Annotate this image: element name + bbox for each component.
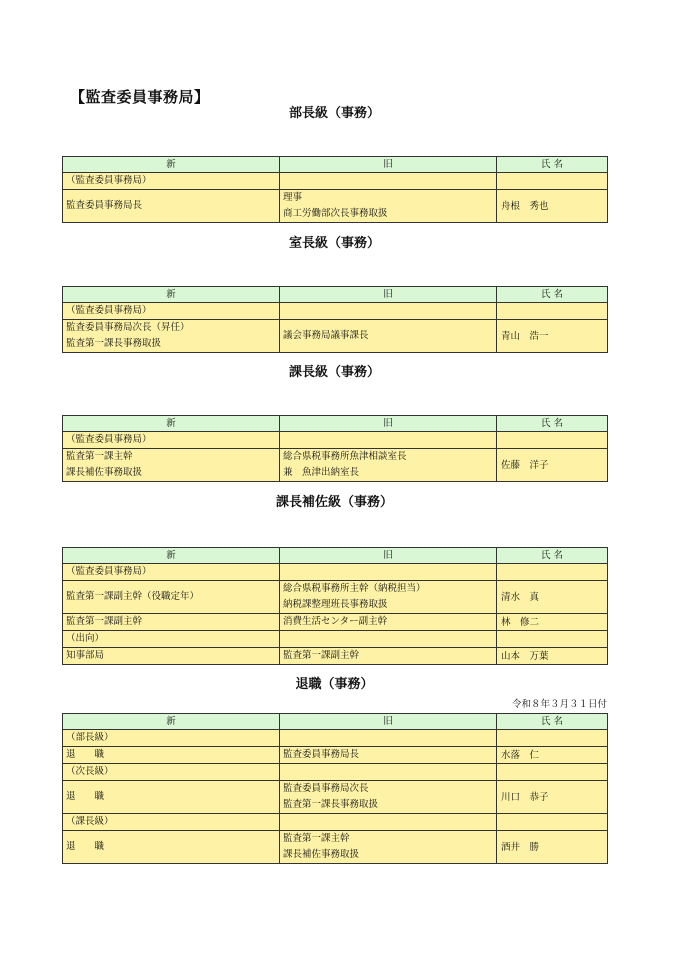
position-line: 監査第一課副主幹 <box>283 650 360 661</box>
personnel-table <box>62 713 608 864</box>
table-row <box>63 173 608 190</box>
table-row <box>63 764 608 781</box>
person-name-cell <box>497 564 608 581</box>
table-row <box>63 564 608 581</box>
personnel-table <box>62 547 608 665</box>
old-position-cell <box>280 747 497 764</box>
table-row <box>63 581 608 614</box>
effective-date: 令和８年３月３１日付 <box>511 699 607 710</box>
old-position-cell <box>280 730 497 747</box>
old-position-cell <box>280 631 497 648</box>
header-name: 氏 名 <box>497 416 608 432</box>
position-line: 監査委員事務局次長 <box>283 783 369 794</box>
table-row <box>63 320 608 353</box>
person-name-cell <box>497 730 608 747</box>
position-line: 監査第一課長事務取扱 <box>283 799 379 810</box>
new-position-cell <box>63 432 280 449</box>
person-name-cell: 川口 恭子 <box>497 781 608 814</box>
section-title: 部長級（事務） <box>288 106 380 121</box>
new-position-cell <box>63 614 280 631</box>
header-new: 新 <box>63 416 280 432</box>
old-position-cell <box>280 781 497 814</box>
table-header-row <box>63 416 608 432</box>
position-line: 総合県税事務所主幹（納税担当） <box>283 583 426 594</box>
table-header-row <box>63 287 608 303</box>
header-name: 氏 名 <box>497 714 608 730</box>
table-row <box>63 831 608 864</box>
document-title: 【監査委員事務局】 <box>70 88 210 106</box>
position-line: 商工労働部次長事務取扱 <box>283 208 388 219</box>
section-retirement <box>62 675 607 864</box>
person-name-cell <box>497 764 608 781</box>
position-line: 兼 魚津出納室長 <box>283 467 360 478</box>
person-name-cell <box>497 303 608 320</box>
new-position-cell <box>63 564 280 581</box>
old-position-cell <box>280 432 497 449</box>
new-position-cell <box>63 730 280 747</box>
position-line: 監査第一課副主幹（役職定年） <box>66 591 200 602</box>
new-position-cell <box>63 320 280 353</box>
old-position-cell <box>280 831 497 864</box>
section-section-chief <box>62 363 607 482</box>
table-row <box>63 814 608 831</box>
section-title: 室長級（事務） <box>288 236 380 251</box>
person-name-cell: 佐藤 洋子 <box>497 449 608 482</box>
position-line: 監査第一課副主幹 <box>66 616 143 627</box>
position-line: （監査委員事務局） <box>66 434 152 445</box>
position-line: （次長級） <box>66 766 114 777</box>
header-old: 旧 <box>280 416 497 432</box>
table-row <box>63 190 608 223</box>
table-row <box>63 614 608 631</box>
person-name-cell: 水落 仁 <box>497 747 608 764</box>
old-position-cell <box>280 303 497 320</box>
section-department-head <box>62 104 607 223</box>
table-row <box>63 648 608 665</box>
old-position-cell <box>280 190 497 223</box>
position-line: 課長補佐事務取扱 <box>283 849 360 860</box>
position-line: （監査委員事務局） <box>66 175 152 186</box>
person-name-cell: 青山 浩一 <box>497 320 608 353</box>
position-line: 課長補佐事務取扱 <box>66 467 143 478</box>
new-position-cell <box>63 581 280 614</box>
header-old: 旧 <box>280 714 497 730</box>
table-row <box>63 631 608 648</box>
header-name: 氏 名 <box>497 157 608 173</box>
person-name-cell <box>497 814 608 831</box>
section-assistant-chief <box>62 493 607 665</box>
new-position-cell <box>63 781 280 814</box>
person-name-cell: 酒井 勝 <box>497 831 608 864</box>
position-line: 消費生活センター副主幹 <box>283 616 388 627</box>
old-position-cell <box>280 173 497 190</box>
position-line: 監査第一課長事務取扱 <box>66 338 162 349</box>
new-position-cell <box>63 747 280 764</box>
header-new: 新 <box>63 287 280 303</box>
position-line: 監査第一課主幹 <box>66 451 133 462</box>
person-name-cell <box>497 631 608 648</box>
header-old: 旧 <box>280 548 497 564</box>
position-line: 退 職 <box>66 749 105 760</box>
position-line: （部長級） <box>66 732 114 743</box>
person-name-cell: 舟根 秀也 <box>497 190 608 223</box>
person-name-cell <box>497 173 608 190</box>
position-line: 監査第一課主幹 <box>283 833 350 844</box>
header-name: 氏 名 <box>497 548 608 564</box>
person-name-cell: 林 修二 <box>497 614 608 631</box>
position-line: 知事部局 <box>66 650 105 661</box>
section-title: 課長級（事務） <box>288 365 380 380</box>
position-line: 理事 <box>283 192 303 203</box>
position-line: 退 職 <box>66 841 105 852</box>
person-name-cell: 山本 万葉 <box>497 648 608 665</box>
header-new: 新 <box>63 157 280 173</box>
position-line: （監査委員事務局） <box>66 566 152 577</box>
position-line: （監査委員事務局） <box>66 305 152 316</box>
old-position-cell <box>280 449 497 482</box>
person-name-cell <box>497 432 608 449</box>
new-position-cell <box>63 831 280 864</box>
header-old: 旧 <box>280 287 497 303</box>
position-line: 議会事務局議事課長 <box>283 330 369 341</box>
position-line: 納税課整理班長事務取扱 <box>283 599 388 610</box>
personnel-table <box>62 156 608 223</box>
table-header-row <box>63 548 608 564</box>
old-position-cell <box>280 614 497 631</box>
position-line: （課長級） <box>66 816 114 827</box>
position-line: 総合県税事務所魚津相談室長 <box>283 451 407 462</box>
new-position-cell <box>63 764 280 781</box>
new-position-cell <box>63 173 280 190</box>
position-line: 監査委員事務局長 <box>283 749 360 760</box>
position-line: 監査委員事務局長 <box>66 200 143 211</box>
old-position-cell <box>280 564 497 581</box>
table-row <box>63 781 608 814</box>
old-position-cell <box>280 320 497 353</box>
person-name-cell: 清水 真 <box>497 581 608 614</box>
old-position-cell <box>280 581 497 614</box>
new-position-cell <box>63 631 280 648</box>
old-position-cell <box>280 814 497 831</box>
position-line: 退 職 <box>66 791 105 802</box>
header-name: 氏 名 <box>497 287 608 303</box>
position-line: （出向） <box>66 633 105 644</box>
header-old: 旧 <box>280 157 497 173</box>
old-position-cell <box>280 648 497 665</box>
section-office-chief <box>62 234 607 353</box>
table-header-row <box>63 714 608 730</box>
header-new: 新 <box>63 548 280 564</box>
table-row <box>63 432 608 449</box>
header-new: 新 <box>63 714 280 730</box>
new-position-cell <box>63 648 280 665</box>
table-row <box>63 449 608 482</box>
position-line: 監査委員事務局次長（昇任） <box>66 322 190 333</box>
table-header-row <box>63 157 608 173</box>
section-title: 退職（事務） <box>295 677 374 692</box>
new-position-cell <box>63 303 280 320</box>
new-position-cell <box>63 449 280 482</box>
table-row <box>63 303 608 320</box>
table-row <box>63 730 608 747</box>
personnel-table <box>62 286 608 353</box>
section-title: 課長補佐級（事務） <box>275 495 393 510</box>
personnel-table <box>62 415 608 482</box>
table-row <box>63 747 608 764</box>
new-position-cell <box>63 814 280 831</box>
new-position-cell <box>63 190 280 223</box>
old-position-cell <box>280 764 497 781</box>
